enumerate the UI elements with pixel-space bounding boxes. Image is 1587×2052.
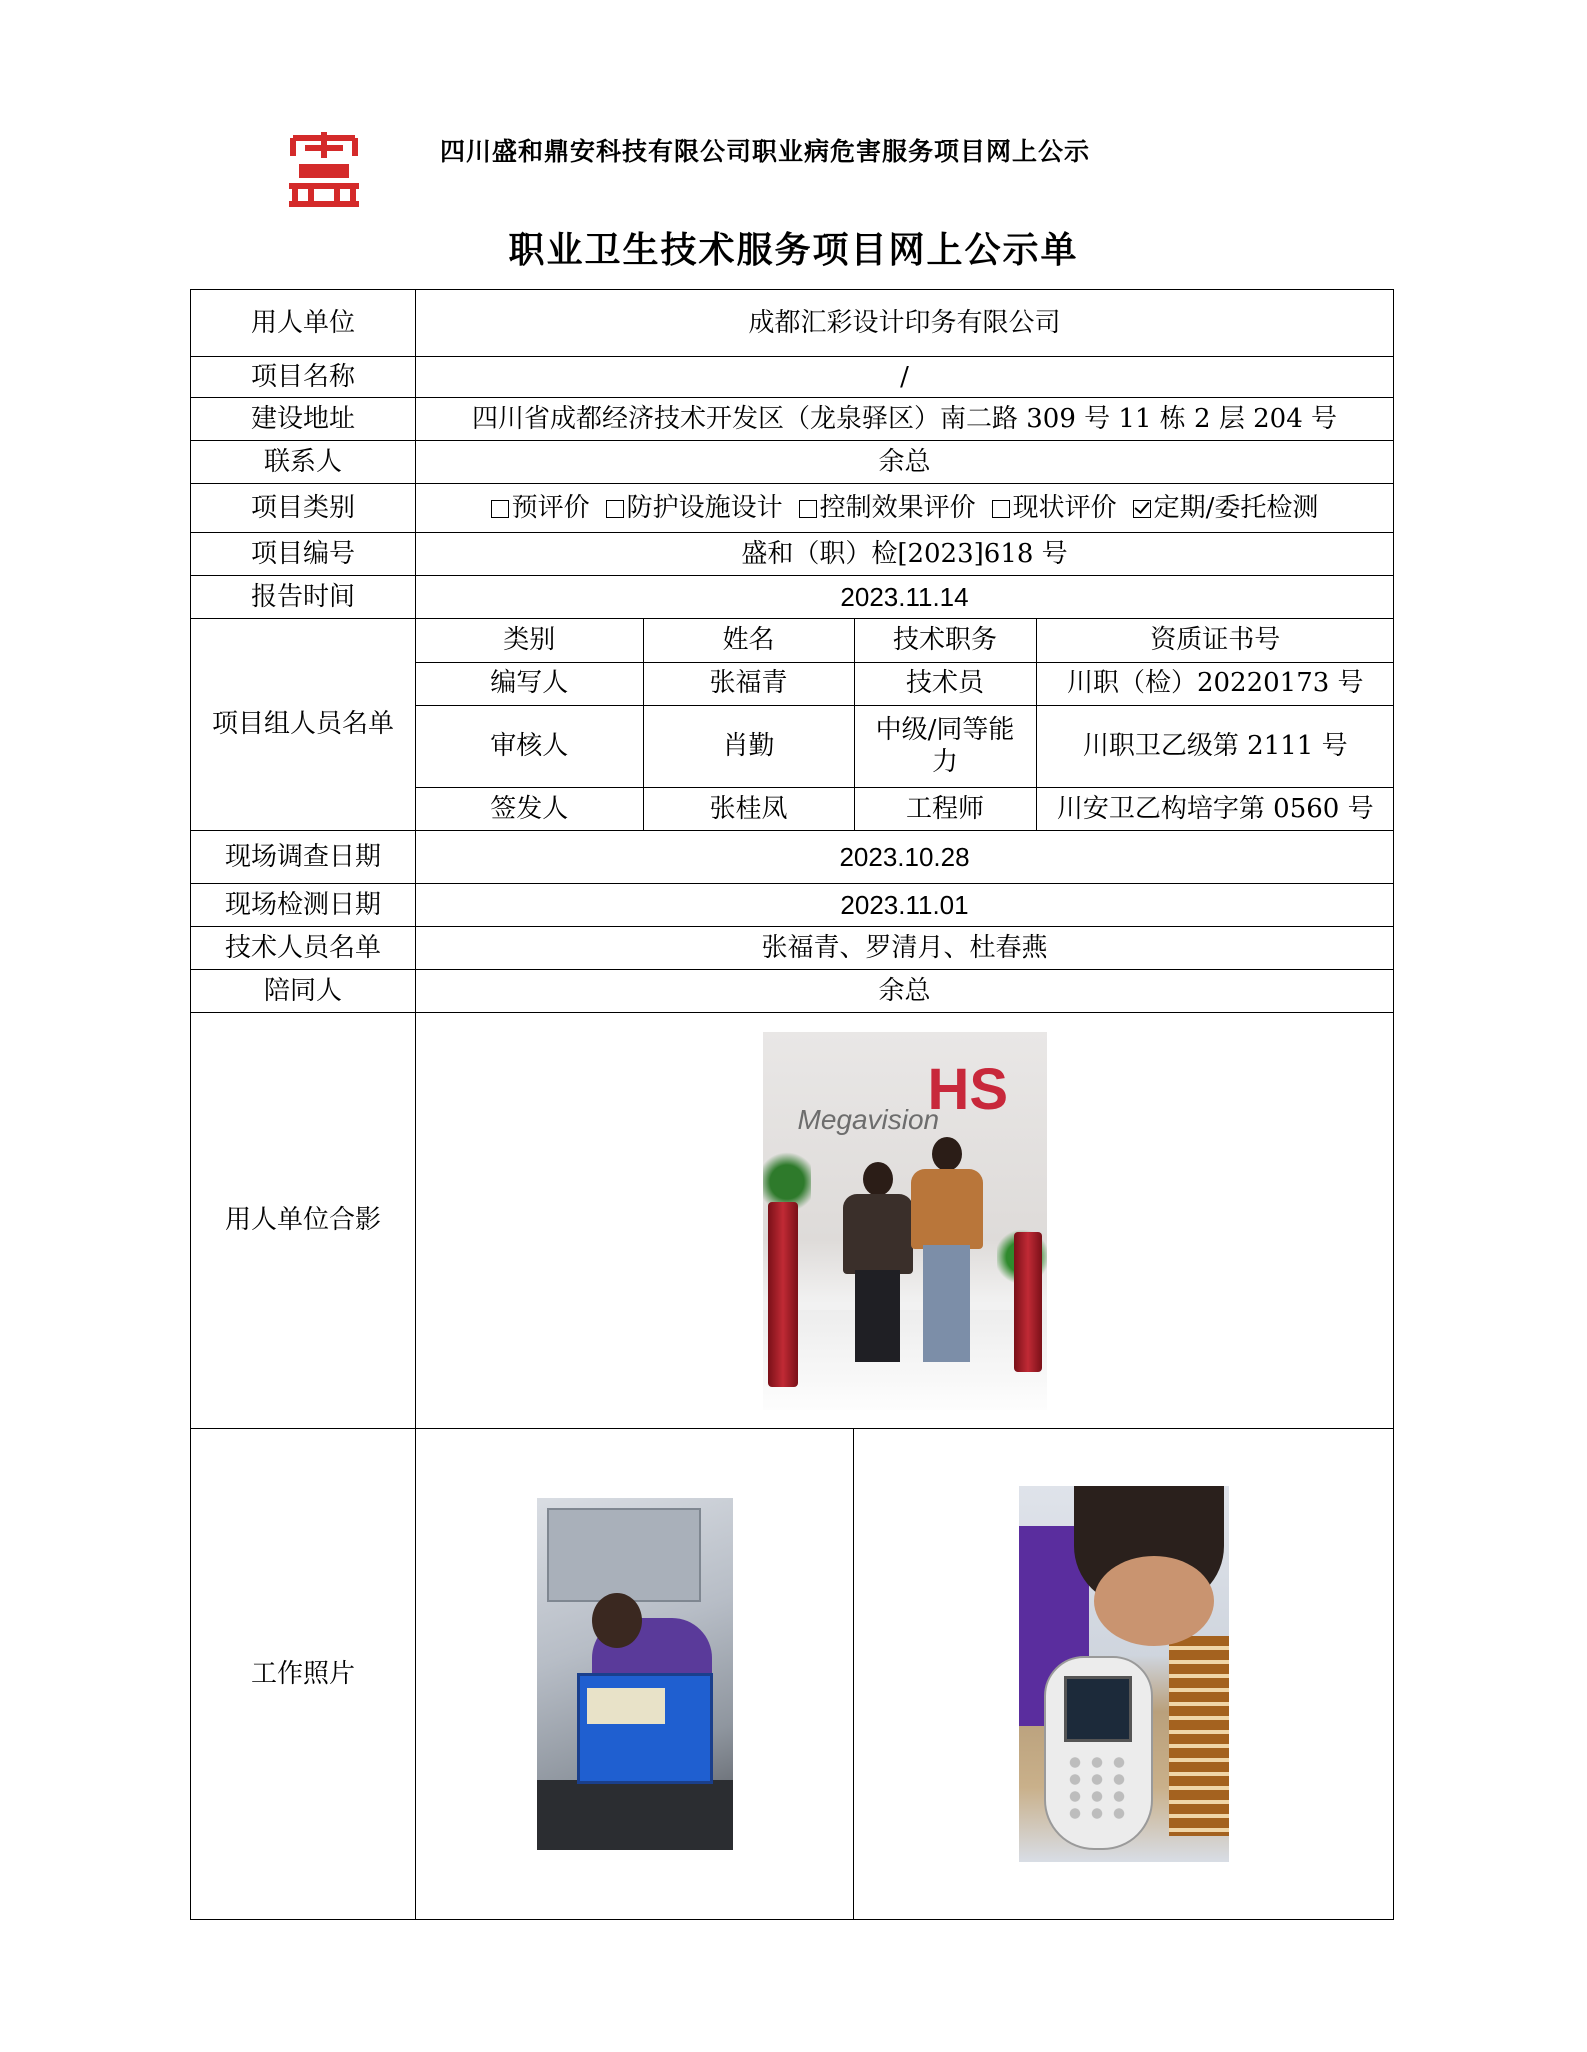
row-project-no [191, 533, 1394, 576]
row-contact [191, 441, 1394, 484]
team-header: 资质证书号 [1036, 619, 1394, 662]
team-table [416, 619, 1394, 830]
team-header-row [416, 619, 1394, 662]
survey-date-label: 现场调查日期 [191, 831, 416, 884]
survey-date-value: 2023.10.28 [416, 831, 1394, 884]
wall-logo-mark: HS [927, 1056, 1009, 1122]
category-option: 定期/委托检测 [1133, 493, 1319, 523]
work-photo-cell [854, 1429, 1394, 1920]
team-title: 工程师 [854, 787, 1036, 830]
checked-checkbox-icon [1133, 500, 1151, 518]
project-no-label: 项目编号 [191, 533, 416, 576]
group-photo-label: 用人单位合影 [191, 1013, 416, 1429]
report-time-value: 2023.11.14 [416, 576, 1394, 619]
team-cert: 川安卫乙构培字第 0560 号 [1056, 793, 1374, 824]
team-header: 姓名 [643, 619, 854, 662]
category-option: 预评价 [491, 493, 590, 523]
team-role: 编写人 [416, 662, 643, 705]
team-row [416, 662, 1394, 705]
row-survey-date [191, 831, 1394, 884]
employer-label: 用人单位 [191, 290, 416, 357]
wall-logo-text: Megavision [797, 1103, 940, 1135]
row-group-photo [191, 1013, 1394, 1429]
work-photos-label: 工作照片 [191, 1429, 416, 1920]
team-row [416, 787, 1394, 830]
accompany-label: 陪同人 [191, 970, 416, 1013]
notice-form-table [190, 289, 1394, 1920]
accompany-value: 余总 [416, 970, 1394, 1013]
category-option: 现状评价 [992, 493, 1117, 523]
category-option: 控制效果评价 [799, 493, 976, 523]
team-name: 张福青 [643, 662, 854, 705]
work-photo-sound-meter [1019, 1486, 1229, 1862]
header-title: 四川盛和鼎安科技有限公司职业病危害服务项目网上公示 [440, 137, 1091, 166]
work-photo-cell [416, 1429, 854, 1920]
checkbox-icon [992, 500, 1010, 518]
group-photo [763, 1032, 1047, 1410]
category-label: 项目类别 [191, 484, 416, 533]
address-label: 建设地址 [191, 398, 416, 441]
team-title: 技术员 [854, 662, 1036, 705]
page-header [0, 118, 1587, 218]
person-figure [911, 1137, 983, 1372]
team-header: 技术职务 [854, 619, 1036, 662]
team-cert: 川职（检）20220173 号 [1036, 662, 1394, 705]
row-accompany [191, 970, 1394, 1013]
row-team [191, 619, 1394, 831]
row-address [191, 398, 1394, 441]
team-title: 中级/同等能力 [854, 705, 1036, 787]
row-employer [191, 290, 1394, 357]
company-logo [285, 128, 363, 208]
team-name: 张桂凤 [643, 787, 854, 830]
row-category [191, 484, 1394, 533]
team-name: 肖勤 [643, 705, 854, 787]
document-title: 职业卫生技术服务项目网上公示单 [508, 230, 1079, 271]
row-report-time [191, 576, 1394, 619]
employer-value: 成都汇彩设计印务有限公司 [416, 290, 1394, 357]
project-no-value: 盛和（职）检[2023]618 号 [416, 533, 1394, 576]
technicians-label: 技术人员名单 [191, 927, 416, 970]
team-row [416, 705, 1394, 787]
report-time-label: 报告时间 [191, 576, 416, 619]
checkbox-icon [799, 500, 817, 518]
team-role: 审核人 [416, 705, 643, 787]
checkbox-icon [606, 500, 624, 518]
test-date-label: 现场检测日期 [191, 884, 416, 927]
team-label: 项目组人员名单 [191, 619, 416, 831]
group-photo-cell [416, 1013, 1394, 1429]
row-project-name [191, 357, 1394, 398]
team-header: 类别 [416, 619, 643, 662]
row-work-photos [191, 1429, 1394, 1920]
project-name-label: 项目名称 [191, 357, 416, 398]
project-name-value: / [416, 357, 1394, 398]
address-value: 四川省成都经济技术开发区（龙泉驿区）南二路 309 号 11 栋 2 层 204 号 [416, 398, 1394, 441]
team-cell [416, 619, 1394, 831]
test-date-value: 2023.11.01 [416, 884, 1394, 927]
checkbox-icon [491, 500, 509, 518]
team-cert: 川职卫乙级第 2111 号 [1036, 705, 1394, 787]
category-options [416, 484, 1394, 533]
team-role: 签发人 [416, 787, 643, 830]
row-test-date [191, 884, 1394, 927]
row-technicians [191, 927, 1394, 970]
person-figure [843, 1162, 913, 1372]
contact-label: 联系人 [191, 441, 416, 484]
work-photo-sampler [537, 1498, 733, 1850]
contact-value: 余总 [416, 441, 1394, 484]
technicians-value: 张福青、罗清月、杜春燕 [416, 927, 1394, 970]
category-option: 防护设施设计 [606, 493, 783, 523]
